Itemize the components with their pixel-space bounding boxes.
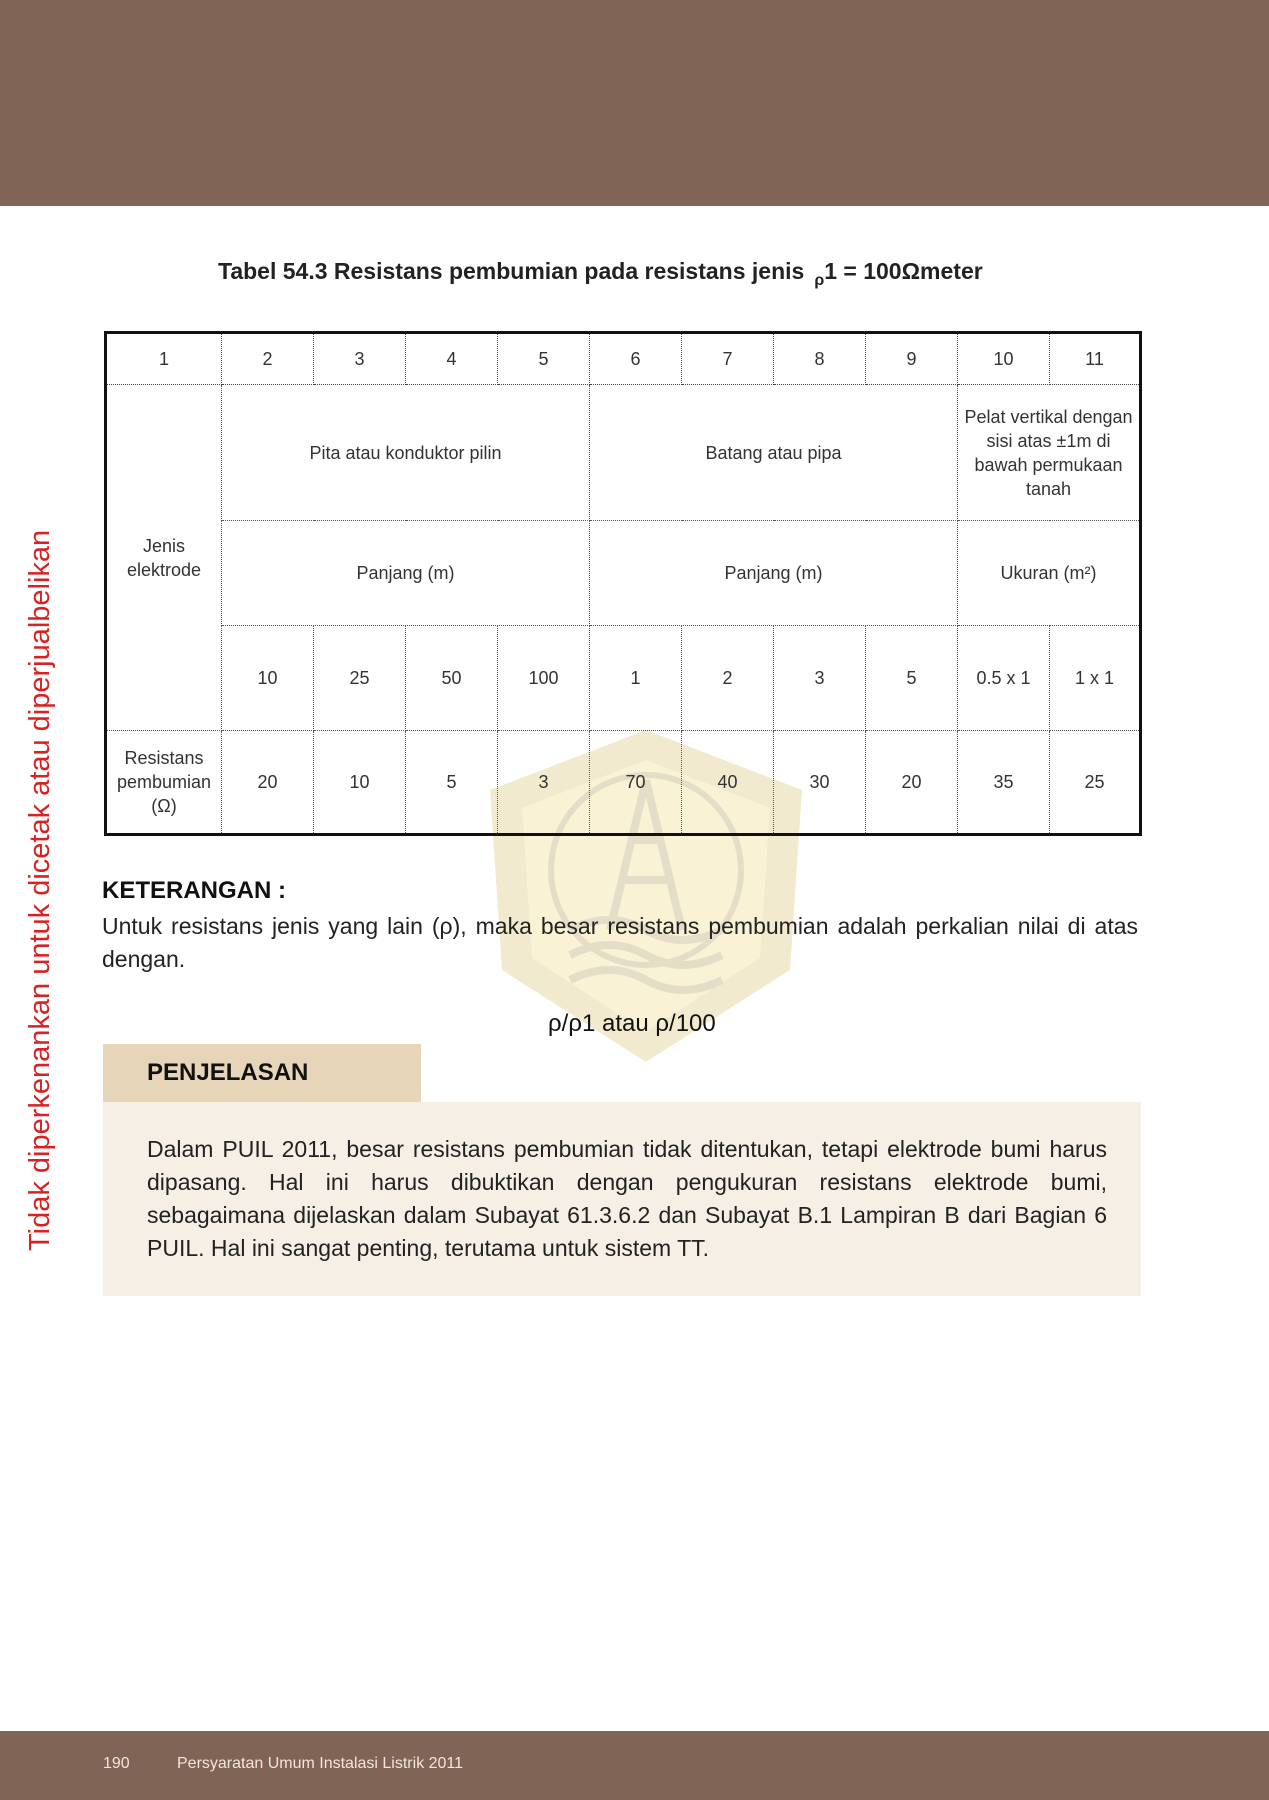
- value-cell: 30: [774, 731, 866, 835]
- col-number: 5: [498, 333, 590, 385]
- col-number: 11: [1050, 333, 1141, 385]
- col-number: 7: [682, 333, 774, 385]
- panjang-pita: Panjang (m): [222, 521, 590, 626]
- size-cell: 50: [406, 626, 498, 731]
- electrode-type-row: [106, 385, 1141, 521]
- table-title-main: Tabel 54.3 Resistans pembumian pada resistans jenis: [218, 258, 805, 284]
- value-cell: 70: [590, 731, 682, 835]
- keterangan-body: Untuk resistans jenis yang lain (ρ), maka besar resistans pembumian adalah perkalian nilai di atas dengan.: [102, 913, 1138, 972]
- resistance-table: [104, 331, 1142, 836]
- footer-doc-title: Persyaratan Umum Instalasi Listrik 2011: [177, 1755, 464, 1772]
- panjang-batang: Panjang (m): [590, 521, 958, 626]
- col-number: 10: [958, 333, 1050, 385]
- table-title: [218, 258, 983, 289]
- col-number: 4: [406, 333, 498, 385]
- value-cell: 5: [406, 731, 498, 835]
- keterangan-title: KETERANGAN :: [102, 877, 286, 904]
- resistans-label: Resistans pembumian (Ω): [106, 731, 222, 835]
- value-cell: 10: [314, 731, 406, 835]
- column-number-row: [106, 333, 1141, 385]
- size-cell: 10: [222, 626, 314, 731]
- group-pita: Pita atau konduktor pilin: [222, 385, 590, 521]
- col-number: 8: [774, 333, 866, 385]
- col-number: 3: [314, 333, 406, 385]
- value-cell: 25: [1050, 731, 1141, 835]
- value-cell: 20: [866, 731, 958, 835]
- size-cell: 0.5 x 1: [958, 626, 1050, 731]
- size-row: [106, 626, 1141, 731]
- dimension-row: [106, 521, 1141, 626]
- watermark-text: Tidak diperkenankan untuk dicetak atau diperjualbelikan: [24, 529, 56, 1251]
- size-cell: 3: [774, 626, 866, 731]
- col-number: 6: [590, 333, 682, 385]
- jenis-elektrode-label: Jenis elektrode: [106, 385, 222, 731]
- col-number: 1: [106, 333, 222, 385]
- penjelasan-title: PENJELASAN: [147, 1059, 309, 1086]
- size-cell: 5: [866, 626, 958, 731]
- table-title-rho: ρ: [814, 272, 825, 289]
- col-number: 2: [222, 333, 314, 385]
- size-cell: 2: [682, 626, 774, 731]
- penjelasan-body: Dalam PUIL 2011, besar resistans pembumian tidak ditentukan, tetapi elektrode bumi harus dipasang. Hal ini harus dibuktikan dengan pengukuran resistans elektrode bumi, sebagaimana dijelaskan dalam Subayat 61.3.6.2 dan Subayat B.1 Lampiran B dari Bagian 6 PUIL. Hal ini sangat penting, terutama untuk sistem TT.: [147, 1136, 1107, 1261]
- page-number: 190: [103, 1755, 130, 1772]
- size-cell: 1: [590, 626, 682, 731]
- keterangan-formula: ρ/ρ1 atau ρ/100: [548, 1010, 716, 1037]
- resistans-row: [106, 731, 1141, 835]
- col-number: 9: [866, 333, 958, 385]
- size-cell: 25: [314, 626, 406, 731]
- value-cell: 35: [958, 731, 1050, 835]
- group-pelat: Pelat vertikal dengan sisi atas ±1m di bawah permukaan tanah: [958, 385, 1141, 521]
- value-cell: 40: [682, 731, 774, 835]
- group-batang: Batang atau pipa: [590, 385, 958, 521]
- size-cell: 1 x 1: [1050, 626, 1141, 731]
- value-cell: 3: [498, 731, 590, 835]
- table-title-tail: 1 = 100Ωmeter: [824, 258, 983, 284]
- value-cell: 20: [222, 731, 314, 835]
- size-cell: 100: [498, 626, 590, 731]
- header-band: [0, 0, 1269, 206]
- ukuran-pelat: Ukuran (m²): [958, 521, 1141, 626]
